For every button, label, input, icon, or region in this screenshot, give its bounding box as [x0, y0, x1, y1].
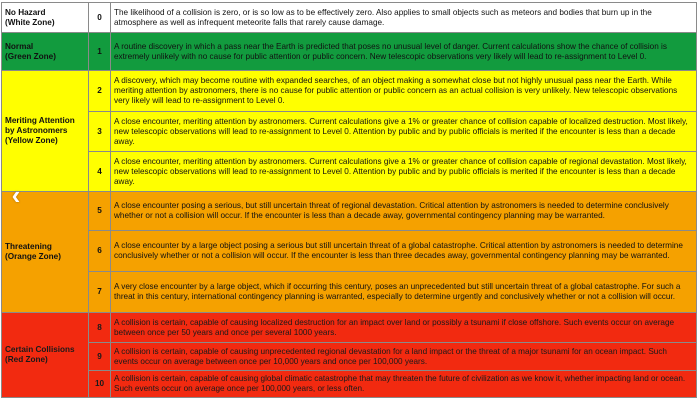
zone-label-orange: Threatening (Orange Zone) — [2, 192, 89, 313]
level-row-10 — [2, 371, 697, 398]
level-number: 5 — [89, 192, 111, 231]
level-row-4 — [2, 152, 697, 192]
level-number: 1 — [89, 33, 111, 71]
level-row-8 — [2, 313, 697, 343]
level-row-0 — [2, 3, 697, 33]
level-row-1 — [2, 33, 697, 71]
level-description: A discovery, which may become routine with expanded searches, of an object making a somewhat close but not highly unusual pass near the Earth. While meriting attention by astronomers, there is no cause for public attention or public concern as an actual collision is very unlikely. New telescopic observations very likely will lead to re-assignment to Level 0. — [111, 71, 697, 112]
level-number: 8 — [89, 313, 111, 343]
level-number: 3 — [89, 112, 111, 152]
zone-label-red: Certain Collisions (Red Zone) — [2, 313, 89, 398]
level-number: 7 — [89, 272, 111, 313]
level-description: A collision is certain, capable of causing global climatic catastrophe that may threaten the future of civilization as we know it, whether impacting land or ocean. Such events occur on average once per 100,000 years, or less often. — [111, 371, 697, 398]
level-row-3 — [2, 112, 697, 152]
level-description: A close encounter, meriting attention by astronomers. Current calculations give a 1% or greater chance of collision capable of regional devastation. Most likely, new telescopic observations will lead to re-assignment to Level 0. Attention by public and by public officials is merited if the encounter is less than a decade away. — [111, 152, 697, 192]
torino-scale-table — [1, 2, 697, 398]
zone-label-yellow: Meriting Attention by Astronomers (Yellow Zone) — [2, 71, 89, 192]
level-row-2 — [2, 71, 697, 112]
level-row-5 — [2, 192, 697, 231]
level-row-6 — [2, 231, 697, 272]
level-number: 0 — [89, 3, 111, 33]
level-number: 10 — [89, 371, 111, 398]
zone-label-white: No Hazard (White Zone) — [2, 3, 89, 33]
chevron-left-icon[interactable]: ‹ — [11, 180, 21, 210]
level-number: 6 — [89, 231, 111, 272]
level-row-9 — [2, 343, 697, 371]
level-number: 2 — [89, 71, 111, 112]
level-description: A close encounter posing a serious, but still uncertain threat of regional devastation. Critical attention by astronomers is needed to determine conclusively whether or not a collision will occur. If the encounter is less than a decade away, governmental contingency planning may be warranted. — [111, 192, 697, 231]
level-row-7 — [2, 272, 697, 313]
level-description: A very close encounter by a large object, which if occurring this century, poses an unprecedented but still uncertain threat of a global catastrophe. For such a threat in this century, international contingency planning is warranted, especially to determine urgently and conclusively whether or not a collision will occur. — [111, 272, 697, 313]
level-description: A routine discovery in which a pass near the Earth is predicted that poses no unusual level of danger. Current calculations show the chance of collision is extremely unlikely with no cause for public attention or public concern. New telescopic observations very likely will lead to re-assignment to Level 0. — [111, 33, 697, 71]
level-description: A collision is certain, capable of causing localized destruction for an impact over land or possibly a tsunami if close offshore. Such events occur on average between once per 50 years and once per several 1000 years. — [111, 313, 697, 343]
level-number: 4 — [89, 152, 111, 192]
zone-label-green: Normal (Green Zone) — [2, 33, 89, 71]
level-description: A close encounter by a large object posing a serious but still uncertain threat of a global catastrophe. Critical attention by astronomers is needed to determine conclusively whether or not a collision will occur. If the encounter is less than three decades away, governmental contingency planning may be warranted. — [111, 231, 697, 272]
level-description: A collision is certain, capable of causing unprecedented regional devastation for a land impact or the threat of a major tsunami for an ocean impact. Such events occur on average between once per 10,000 years and once per 100,000 years. — [111, 343, 697, 371]
level-description: A close encounter, meriting attention by astronomers. Current calculations give a 1% or greater chance of collision capable of localized destruction. Most likely, new telescopic observations will lead to re-assignment to Level 0. Attention by public and by public officials is merited if the encounter is less than a decade away. — [111, 112, 697, 152]
level-number: 9 — [89, 343, 111, 371]
level-description: The likelihood of a collision is zero, or is so low as to be effectively zero. Also applies to small objects such as meteors and bodies that burn up in the atmosphere as well as infrequent meteorite falls that rarely cause damage. — [111, 3, 697, 33]
